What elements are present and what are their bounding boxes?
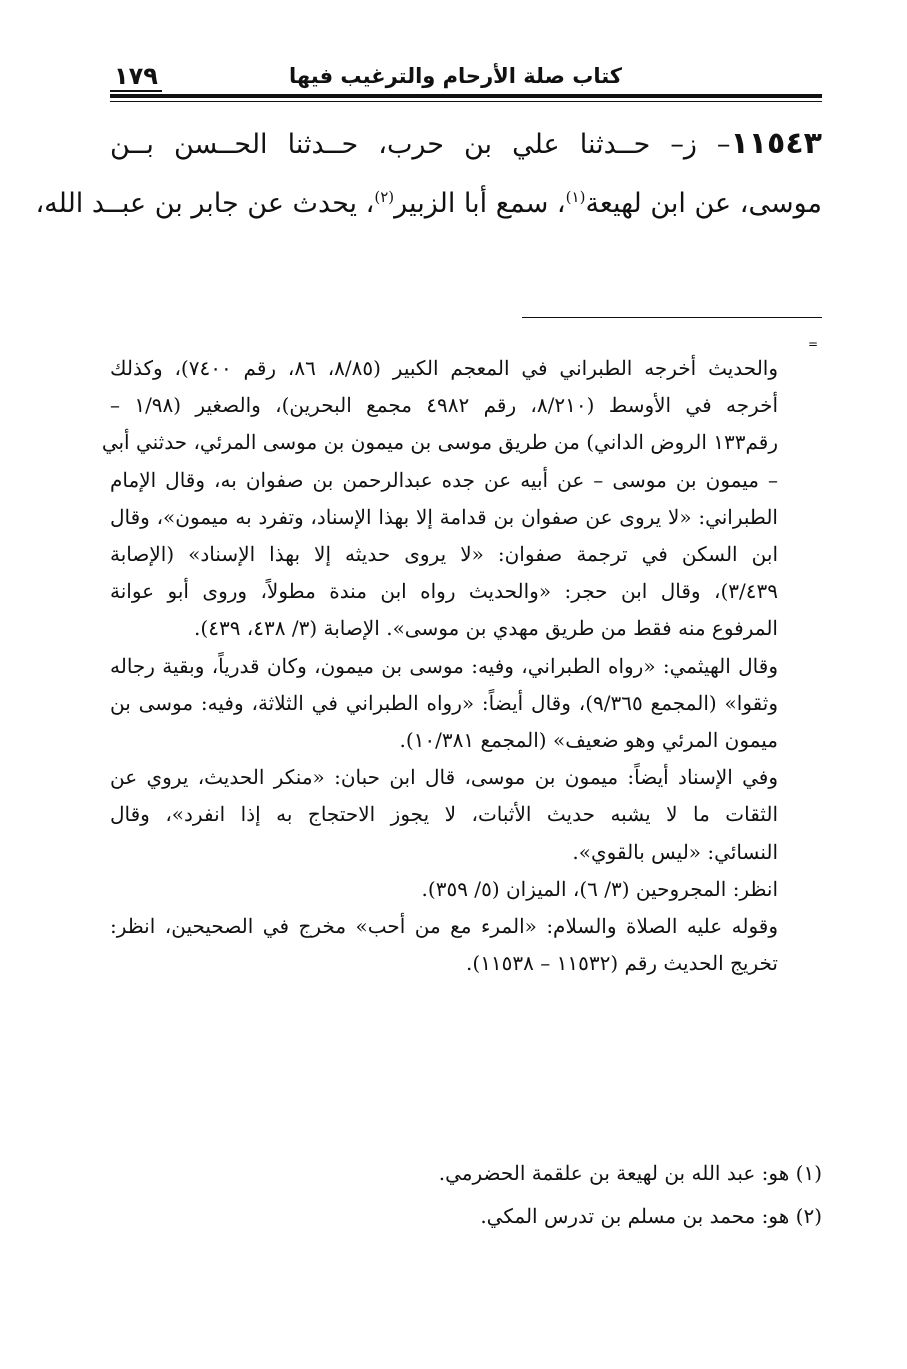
hadith-line-1-text: – ز– حــدثنا علي بن حرب، حــدثنا الحــسن بــن (110, 129, 731, 160)
footnote-continuation-mark: = (808, 337, 819, 351)
footnote-line: رقم١٣٣ الروض الداني) من طريق موسى بن ميمون بن موسى المرئي، حدثني أبي (101, 430, 778, 455)
footnote-para-4 (110, 871, 778, 908)
footnote-ref-1[interactable]: (١) (565, 188, 586, 206)
header-rule (110, 94, 822, 98)
footnote-line: انظر: المجروحين (٣/ ٦)، الميزان (٥/ ٣٥٩). (421, 876, 778, 901)
hadith-line-2 (35, 171, 822, 230)
page-number: ١٧٩ (110, 62, 162, 92)
footnote-line: وقال الهيثمي: «رواه الطبراني، وفيه: موسى بن ميمون، وكان قدرياً، وبقية رجاله (110, 653, 778, 678)
footnote-line: تخريج الحديث رقم (١١٥٣٢ – ١١٥٣٨). (466, 951, 778, 976)
hadith-line-2-part-a: موسى، عن ابن لهيعة (585, 188, 822, 219)
narrator-note-1: (١) هو: عبد الله بن لهيعة بن علقمة الحضرمي. (438, 1161, 822, 1185)
page-header (110, 62, 822, 92)
footnote-line: وفي الإسناد أيضاً: ميمون بن موسى، قال ابن حبان: «منكر الحديث، يروي عن (110, 765, 778, 790)
footnote-line: وثقوا» (المجمع ٩/٣٦٥)، وقال أيضاً: «رواه الطبراني في الثلاثة، وفيه: موسى بن (110, 690, 778, 715)
footnote-line: المرفوع منه فقط من طريق مهدي بن موسى». الإصابة (٣/ ٤٣٨، ٤٣٩). (194, 616, 778, 641)
hadith-line-1 (110, 118, 822, 171)
footnote-line: الطبراني: «لا يروى عن صفوان بن قدامة إلا بهذا الإسناد، وتفرد به ميمون»، وقال (110, 504, 778, 529)
footnote-ref-2[interactable]: (٢) (374, 188, 395, 206)
footnote-line: النسائي: «ليس بالقوي». (572, 839, 778, 864)
footnote-line: ٣/٤٣٩)، وقال ابن حجر: «والحديث رواه ابن مندة مطولاً، وروى أبو عوانة (110, 579, 778, 604)
narrator-notes (110, 1152, 822, 1238)
hadith-number: ١١٥٤٣ (730, 126, 822, 161)
footnote-line: والحديث أخرجه الطبراني في المعجم الكبير (٨/٨٥، ٨٦، رقم ٧٤٠٠)، وكذلك (110, 356, 778, 380)
footnote-para-5 (110, 908, 778, 982)
footnote-para-2 (110, 648, 778, 760)
footnote-para-1 (101, 350, 779, 648)
footnotes (101, 350, 779, 982)
footnote-separator (522, 317, 822, 318)
header-rule-thin (110, 101, 822, 102)
footnote-line: ميمون المرئي وهو ضعيف» (المجمع ١٠/٣٨١). (399, 728, 778, 753)
footnote-para-3 (110, 759, 778, 871)
hadith-line-2-part-c: ، يحدث عن جابر بن عبــد الله، (35, 188, 375, 219)
footnote-line: ابن السكن في ترجمة صفوان: «لا يروى حديثه إلا بهذا الإسناد» (الإصابة (110, 542, 778, 567)
hadith-text (35, 118, 822, 230)
narrator-note-2: (٢) هو: محمد بن مسلم بن تدرس المكي. (480, 1204, 822, 1228)
footnote-line: أخرجه في الأوسط (٨/٢١٠، رقم ٤٩٨٢ مجمع البحرين)، والصغير (١/٩٨ – (110, 393, 779, 418)
running-title: كتاب صلة الأرحام والترغيب فيها (289, 64, 622, 88)
footnote-line: الثقات ما لا يشبه حديث الأثبات، لا يجوز الاحتجاج به إذا انفرد»، وقال (110, 802, 778, 827)
footnote-line: – ميمون بن موسى – عن أبيه عن جده عبدالرحمن بن صفوان به، وقال الإمام (110, 467, 778, 492)
footnote-line: وقوله عليه الصلاة والسلام: «المرء مع من أحب» مخرج في الصحيحين، انظر: (110, 914, 778, 939)
hadith-line-2-part-b: ، سمع أبا الزبير (394, 188, 566, 219)
